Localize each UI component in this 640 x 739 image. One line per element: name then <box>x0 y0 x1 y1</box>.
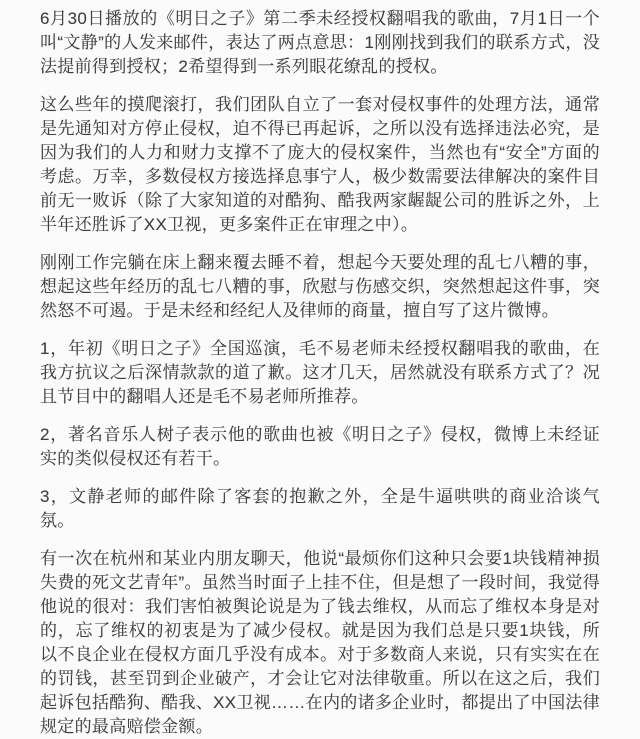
paragraph-point-2: 2，著名音乐人树子表示他的歌曲也被《明日之子》侵权，微博上未经证实的类似侵权还有若干。 <box>40 425 600 468</box>
paragraph-hangzhou-story: 有一次在杭州和某业内朋友聊天，他说“最烦你们这种只会要1块钱精神损失费的死文艺青年”。虽然当时面子上挂不住，但是想了一段时间，我觉得他说的很对：我们害怕被舆论说是为了钱去维权，从而忘了维权本身是对的，忘了维权的初衷是为了减少侵权。就是因为我们总是只要1块钱，所以不良企业在侵权方面几乎没有成本。对于多数商人来说，只有实实在在的罚钱，甚至罚到企业破产，才会让它对法律敬重。所以在这之后，我们起诉包括酷狗、酷我、XX卫视……在内的诸多企业时，都提出了中国法律规定的最高赔偿金额。 <box>40 549 600 736</box>
paragraph-point-1: 1，年初《明日之子》全国巡演，毛不易老师未经授权翻唱我的歌曲，在我方抗议之后深情款款的道了歉。这才几天，居然就没有联系方式了？况且节目中的翻唱人还是毛不易老师所推荐。 <box>40 339 600 406</box>
paragraph-handling-method: 这么些年的摸爬滚打，我们团队自立了一套对侵权事件的处理方法，通常是先通知对方停止侵权，迫不得已再起诉，之所以没有选择违法必究，是因为我们的人力和财力支撑不了庞大的侵权案件，当然也有“安全”方面的考虑。万幸，多数侵权方接选择息事宁人，极少数需要法律解决的案件目前无一败诉（除了大家知道的对酷狗、酷我两家龌龊公司的胜诉之外，上半年还胜诉了XX卫视，更多案件正在审理之中）。 <box>40 95 600 234</box>
paragraph-intro: 6月30日播放的《明日之子》第二季未经授权翻唱我的歌曲，7月1日一个叫“文静”的人发来邮件，表达了两点意思：1刚刚找到我们的联系方式，没法提前得到授权；2希望得到一系列眼花缭乱的授权。 <box>40 9 600 76</box>
paragraph-point-3: 3，文静老师的邮件除了客套的抱歉之外，全是牛逼哄哄的商业洽谈气氛。 <box>40 487 600 530</box>
paragraph-sleepless: 刚刚工作完躺在床上翻来覆去睡不着，想起今天要处理的乱七八糟的事，想起这些年经历的乱七八糟的事，欣慰与伤感交织，突然想起这件事，突然怒不可遏。于是未经和经纪人及律师的商量，擅自写了这片微博。 <box>40 253 600 320</box>
